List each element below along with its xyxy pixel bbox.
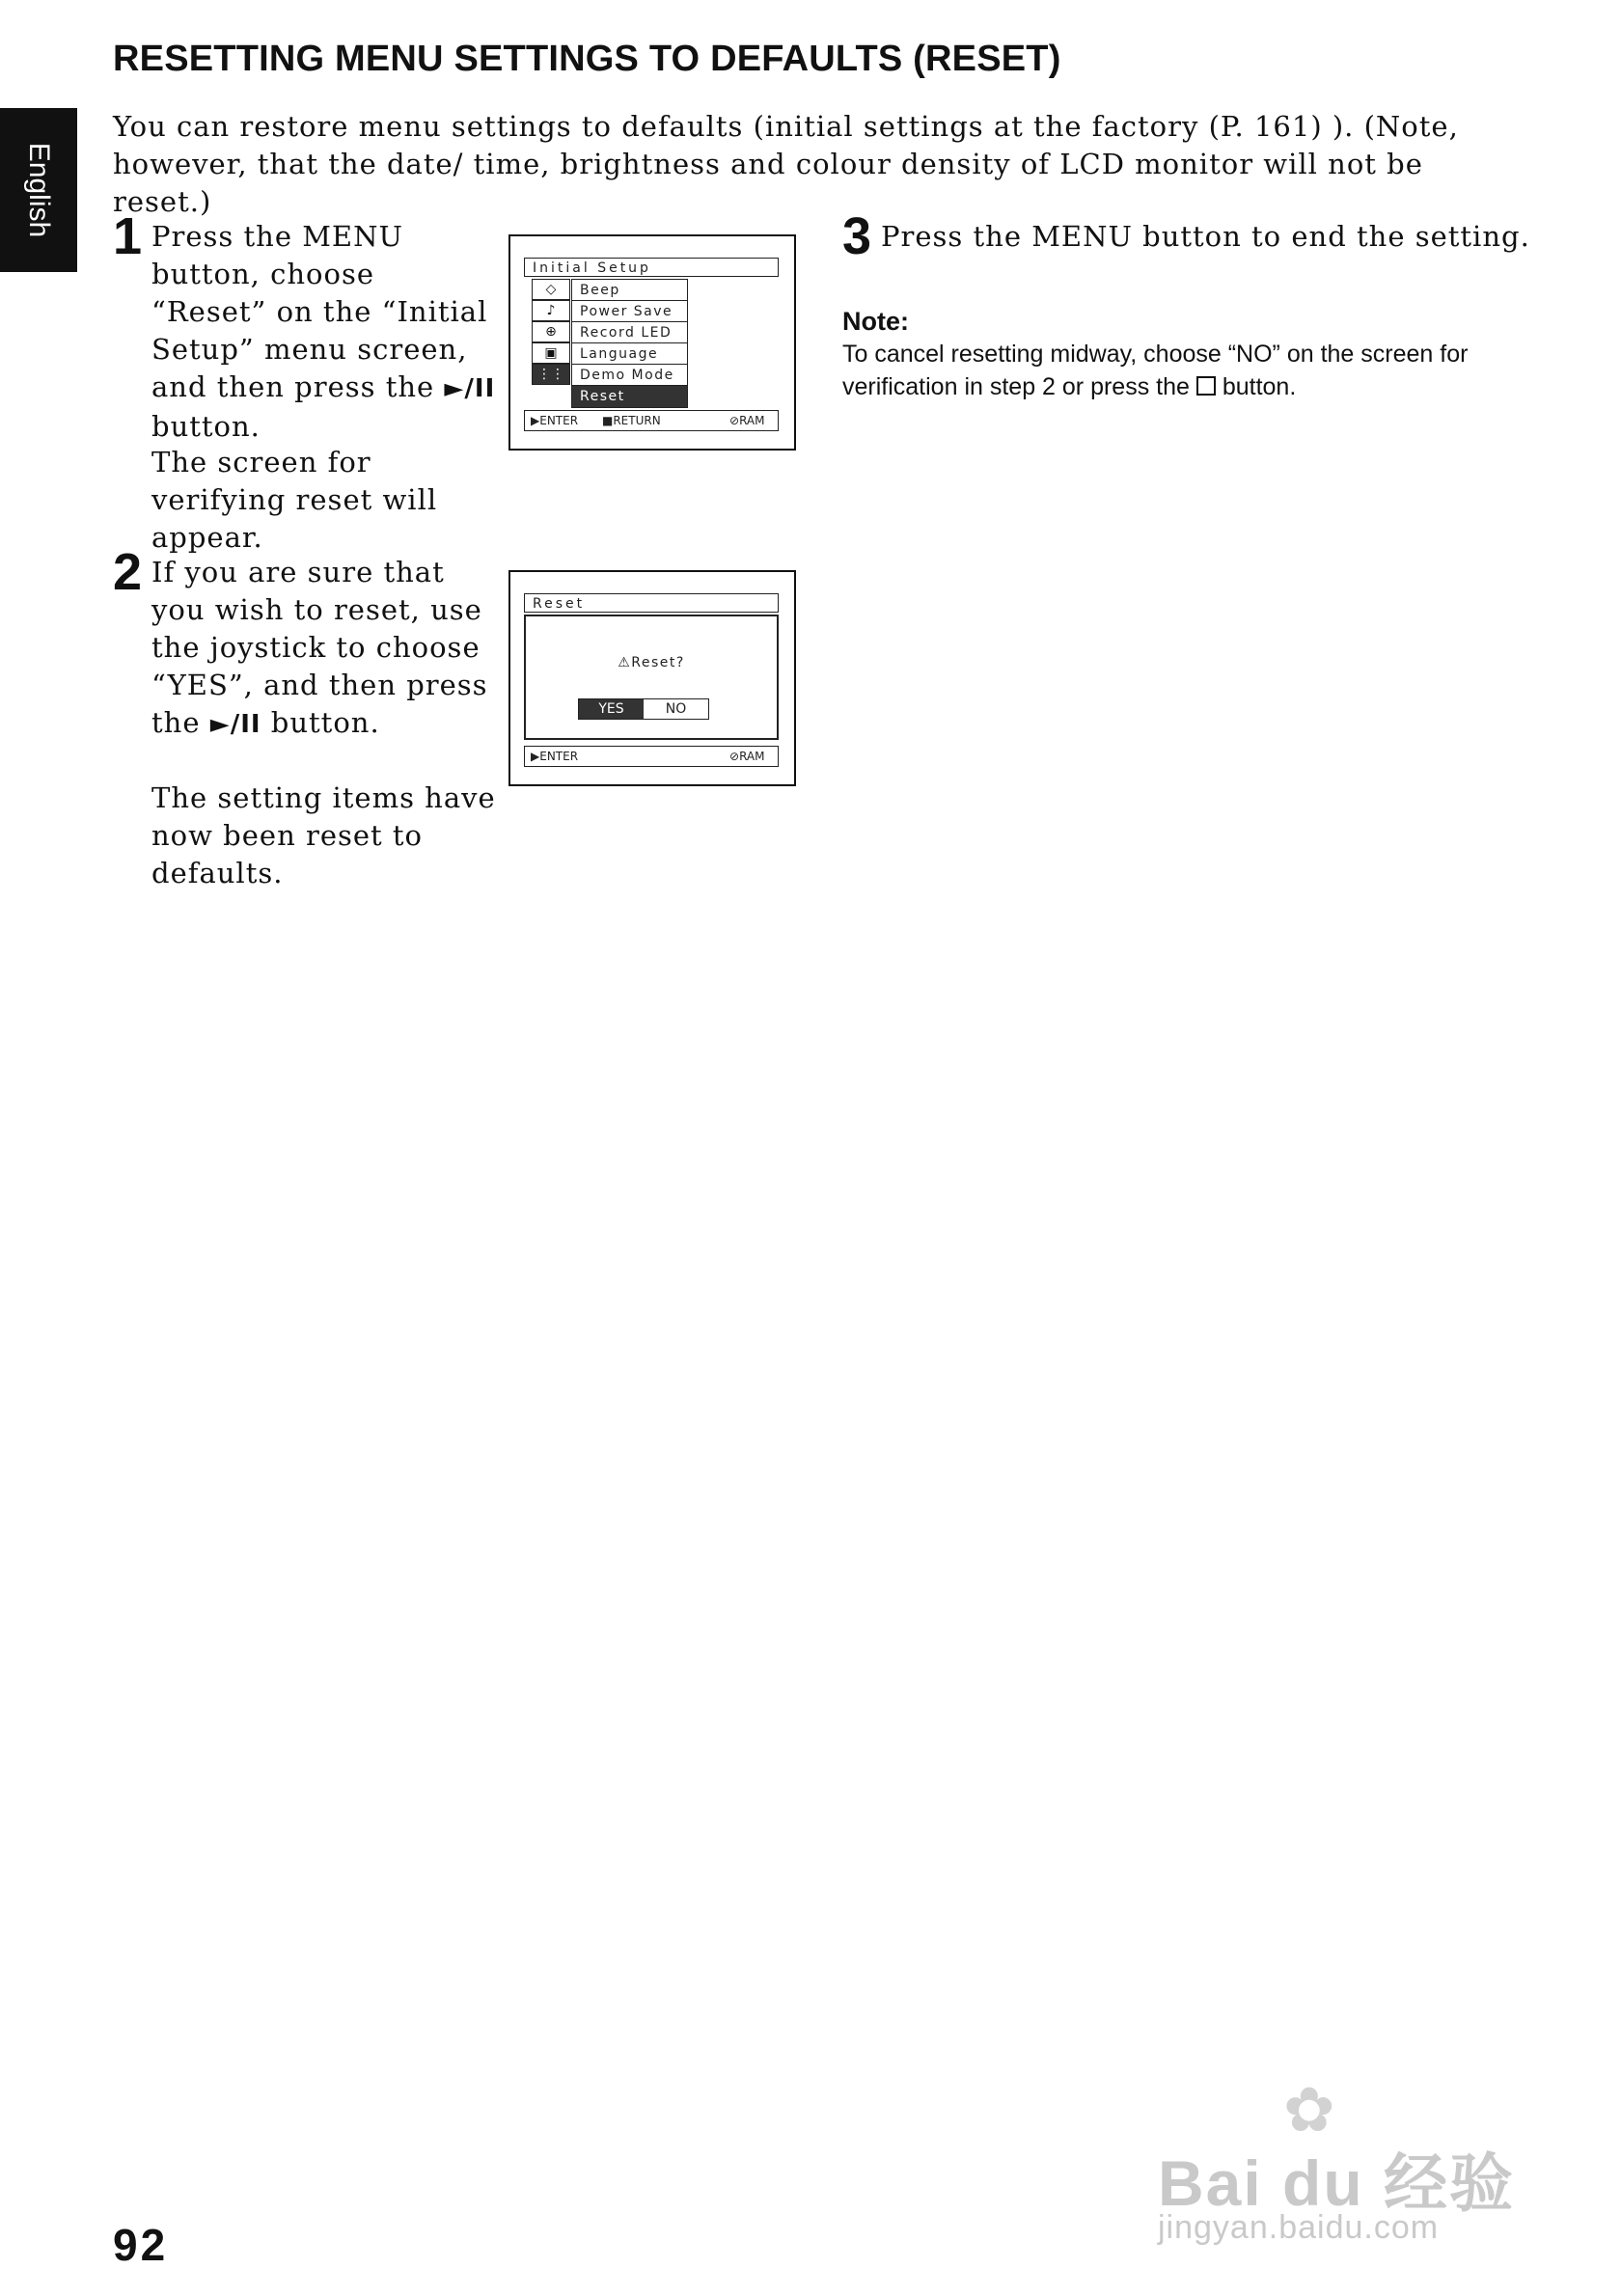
screen-footer [524, 746, 779, 767]
disc-icon: ⊕ [532, 321, 570, 342]
step-2-result: The setting items have now been reset to defaults. [151, 781, 496, 889]
note-heading: Note: [842, 307, 909, 336]
step-2 [113, 543, 540, 889]
menu-item-reset: Reset [572, 386, 687, 407]
language-tab [0, 108, 77, 272]
reset-confirm-screen [508, 570, 796, 786]
play-pause-icon: ►/II [209, 710, 261, 739]
step-1-instruction-end: button. [151, 410, 261, 443]
note-body-end: button. [1222, 373, 1297, 400]
step-1 [113, 207, 499, 554]
step-2-number: 2 [113, 543, 143, 601]
play-icon: ▶ [531, 750, 540, 763]
camera-icon: ◇ [532, 279, 570, 300]
media-label: RAM [739, 414, 765, 427]
menu-item-record-led: Record LED [572, 322, 687, 343]
menu-icon-column [532, 279, 570, 385]
yes-button: YES [579, 699, 644, 719]
menu-item-power-save: Power Save [572, 301, 687, 322]
step-3-number: 3 [842, 207, 872, 265]
step-3-text: Press the MENU button to end the setting. [881, 220, 1530, 253]
screen-footer [524, 410, 779, 431]
stop-icon: ■ [602, 414, 614, 427]
menu-list [571, 279, 688, 408]
note-body: To cancel resetting midway, choose “NO” on the screen for verification in step 2 or press the [842, 341, 1469, 400]
baidu-watermark [1158, 2074, 1544, 2248]
note-text [842, 338, 1537, 403]
initial-setup-icon: ⋮⋮ [532, 364, 570, 385]
warning-icon: ⚠ [618, 655, 632, 670]
disc-media-icon: ⊘ [729, 750, 740, 763]
reset-question: Reset? [631, 655, 685, 670]
enter-label: ENTER [539, 414, 579, 427]
menu-item-demo-mode: Demo Mode [572, 365, 687, 386]
step-3 [842, 207, 1576, 268]
record-setup-icon: ♪ [532, 300, 570, 321]
return-label: RETURN [613, 414, 661, 427]
step-2-text [151, 554, 499, 744]
step-1-number: 1 [113, 207, 143, 265]
enter-hint [531, 747, 578, 766]
media-hint [729, 747, 764, 766]
step-2-instruction-end: button. [270, 706, 380, 739]
step-2-instruction: If you are sure that you wish to reset, use the joystick to choose “YES”, and then press the [151, 556, 488, 739]
menu-item-language: Language [572, 343, 687, 365]
display-icon: ▣ [532, 342, 570, 364]
step-1-instruction: Press the MENU button, choose “Reset” on the “Initial Setup” menu screen, and then press the [151, 220, 488, 403]
page-number: 92 [113, 2220, 169, 2270]
media-hint [729, 411, 764, 430]
step-1-result: The screen for verifying reset will appear. [151, 446, 438, 554]
disc-media-icon: ⊘ [729, 414, 740, 427]
no-button: NO [665, 701, 687, 717]
menu-item-beep: Beep [572, 280, 687, 301]
choice-buttons [578, 698, 709, 720]
media-label: RAM [739, 750, 765, 763]
initial-setup-screen [508, 234, 796, 451]
stop-button-icon [1196, 376, 1216, 396]
return-hint [602, 411, 661, 430]
watermark-sub: jingyan.baidu.com [1158, 2209, 1440, 2246]
screen-title: Reset [524, 593, 779, 613]
language-label: English [23, 142, 55, 238]
screen-title: Initial Setup [524, 258, 779, 277]
watermark-main: Bai du 经验 [1158, 2147, 1516, 2219]
step-1-text [151, 218, 499, 446]
play-icon: ▶ [531, 414, 540, 427]
enter-hint [531, 411, 578, 430]
page-title: RESETTING MENU SETTINGS TO DEFAULTS (RESET) [113, 39, 1061, 79]
enter-label: ENTER [539, 750, 579, 763]
paw-icon: ✿ [1283, 2075, 1335, 2145]
reset-message [526, 655, 777, 670]
intro-paragraph: You can restore menu settings to defaults (initial settings at the factory (P. 161) ). (Note, however, that the date/ time, brightness and colour density of LCD monitor will not be reset.) [113, 110, 1459, 218]
reset-dialog [524, 615, 779, 740]
play-pause-icon: ►/II [444, 374, 496, 403]
